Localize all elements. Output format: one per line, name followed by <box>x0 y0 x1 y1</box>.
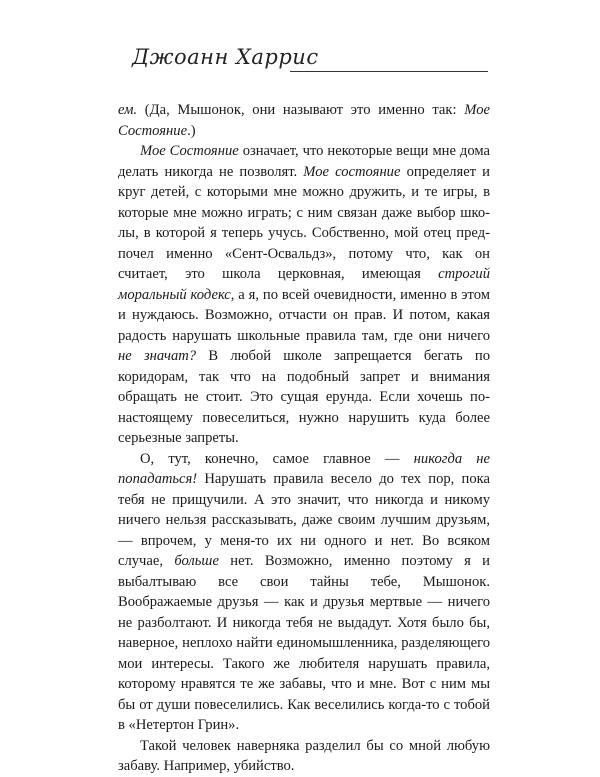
italic-run: Мое Состояние <box>118 102 490 139</box>
text-run: , а я, по всей очевидности, именно в этом и нуждаюсь. Возможно, отчасти он прав. И потом, какая радость нарушать школьные правила там, где они ничего <box>118 286 490 344</box>
italic-run: ем. <box>118 102 138 118</box>
italic-run: строгий моральный кодекс <box>118 266 490 303</box>
text-run: означает, что некоторые вещи мне дома делать никогда не позволят. <box>118 143 490 180</box>
text-run: О, тут, конечно, самое главное — <box>140 450 414 467</box>
text-run: .) <box>187 122 196 139</box>
italic-run: никогда не попадаться! <box>118 450 491 487</box>
text-run: (Да, Мышонок, они называют это именно так: <box>137 102 465 118</box>
italic-run: Мое Состояние <box>140 143 239 159</box>
running-header-author: Джоанн Харрис <box>132 45 319 69</box>
text-run: определяет и круг детей, с которыми мне можно дружить, и те игры, в которые мне можно играть; с ним связан даже выбор школы, в которой я теперь учусь. Собственно, мой отец предпочел именно «Сент-Освальдз», потому что, как он считает, это школа церковная, имеющая <box>118 163 490 282</box>
header-rule <box>290 71 488 72</box>
italic-run: Мое состояние <box>303 163 401 180</box>
italic-run: не значат? <box>118 348 197 364</box>
text-run: Такой человек наверняка разделил бы со мной любую забаву. Например, убийство. <box>118 737 490 774</box>
text-run: Нарушать правила весело до тех пор, пока тебя не прищучили. А это значит, что никогда и никому ничего нельзя рассказывать, даже своим лучшим друзьям, — впрочем, у меня-то их ни одного и нет. Во всяком случае, <box>118 471 490 569</box>
italic-run: больше <box>174 553 219 569</box>
body-text <box>118 100 490 777</box>
text-run: В любой школе запрещается бегать по коридорам, так что на подобный запрет и внимания обращать не стоит. Это сущая ерунда. Если хочешь по-настоящему повеселиться, нужно нарушить куда более серьезные запреты. <box>118 348 490 446</box>
paragraph <box>118 736 490 777</box>
paragraph <box>118 141 490 449</box>
text-run: нет. Возможно, именно поэтому я и выбалтываю все свои тайны тебе, Мышонок. Воображаемые друзья — как и друзья мертвые — ничего не разболтают. И никогда тебя не выдадут. Хотя было бы, наверное, неплохо найти единомышленника, разделяющего мои интересы. Такого же любителя нарушать правила, которому нравятся те же забавы, что и мне. Вот с ним мы бы от души повеселились. Как веселились когда-то с тобой в «Нетертон Грин». <box>118 553 490 733</box>
paragraph <box>118 449 490 736</box>
paragraph <box>118 100 490 141</box>
